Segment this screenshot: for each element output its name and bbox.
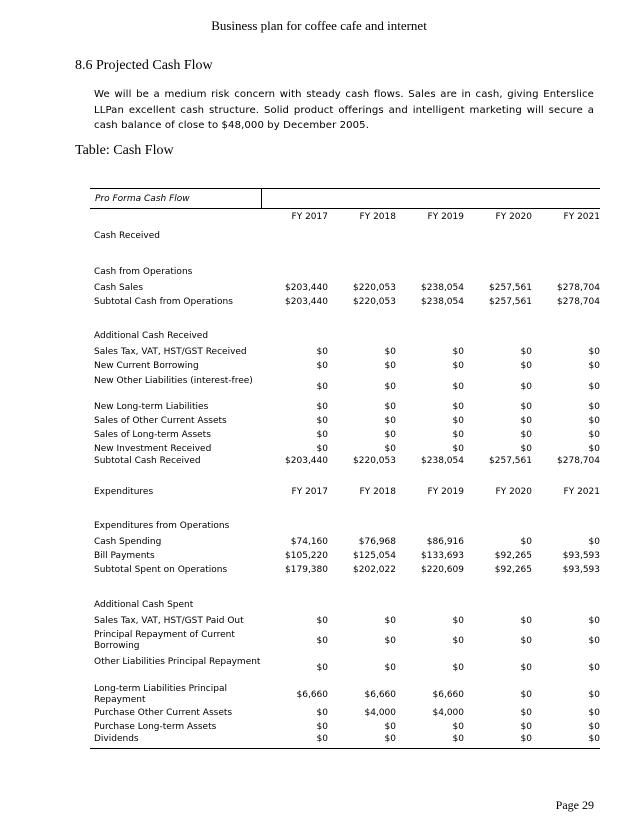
- row-value: $0: [316, 347, 328, 357]
- row-value: $0: [384, 347, 396, 357]
- table-header-separator: [261, 189, 262, 209]
- row-value: $220,053: [353, 456, 396, 466]
- row-value: $220,609: [421, 565, 464, 575]
- row-value: $0: [520, 663, 532, 673]
- row-label: Cash Sales: [94, 283, 144, 293]
- row-value: FY 2021: [563, 487, 600, 497]
- row-label: Sales Tax, VAT, HST/GST Received: [94, 347, 247, 357]
- row-value: $0: [588, 416, 600, 426]
- row-value: $0: [520, 444, 532, 454]
- row-value: $278,704: [557, 283, 600, 293]
- row-value: $238,054: [421, 283, 464, 293]
- row-value: $92,265: [494, 565, 532, 575]
- row-value: $0: [452, 430, 464, 440]
- row-value: $0: [316, 402, 328, 412]
- row-value: $0: [588, 382, 600, 392]
- row-value: $0: [384, 616, 396, 626]
- row-value: $0: [452, 663, 464, 673]
- row-value: $93,593: [562, 551, 600, 561]
- row-label: Sales of Long-term Assets: [94, 430, 211, 440]
- row-value: $6,660: [364, 690, 396, 700]
- row-label: Other Liabilities Principal Repayment: [94, 657, 261, 667]
- row-value: $0: [588, 361, 600, 371]
- page-header: Business plan for coffee cafe and internet: [211, 18, 427, 33]
- row-value: $0: [316, 663, 328, 673]
- row-value: $105,220: [285, 551, 328, 561]
- row-label: Expenditures: [94, 487, 154, 497]
- row-value: $4,000: [364, 708, 396, 718]
- row-value: $0: [316, 734, 328, 744]
- row-label: New Investment Received: [94, 444, 212, 454]
- table-bottom-rule: [90, 748, 600, 749]
- table-header-rule: [90, 208, 600, 209]
- row-value: $0: [452, 361, 464, 371]
- row-value: $0: [316, 444, 328, 454]
- row-value: FY 2020: [495, 487, 532, 497]
- row-value: $86,916: [426, 537, 464, 547]
- row-value: $179,380: [285, 565, 328, 575]
- row-value: $278,704: [557, 297, 600, 307]
- row-label: Cash from Operations: [94, 267, 193, 277]
- row-value: $0: [520, 722, 532, 732]
- row-value: $0: [316, 430, 328, 440]
- row-value: $0: [316, 616, 328, 626]
- row-value: $0: [452, 636, 464, 646]
- row-label: New Other Liabilities (interest-free): [94, 376, 253, 386]
- row-value: $0: [316, 708, 328, 718]
- row-label: Purchase Long-term Assets: [94, 722, 217, 732]
- row-value: $220,053: [353, 283, 396, 293]
- row-value: $0: [588, 616, 600, 626]
- row-value: $0: [452, 402, 464, 412]
- row-value: $0: [520, 361, 532, 371]
- row-value: $0: [452, 382, 464, 392]
- row-value: $202,022: [353, 565, 396, 575]
- row-value: $0: [316, 416, 328, 426]
- row-value: $0: [520, 382, 532, 392]
- row-value: $0: [384, 444, 396, 454]
- row-value: $0: [384, 734, 396, 744]
- row-label: Principal Repayment of Current Borrowing: [94, 630, 235, 651]
- row-label: Cash Received: [94, 231, 161, 241]
- table-top-rule: [90, 188, 600, 189]
- row-value: $0: [452, 347, 464, 357]
- row-value: $0: [384, 663, 396, 673]
- row-value: $0: [384, 636, 396, 646]
- row-value: $133,693: [421, 551, 464, 561]
- row-label: Dividends: [94, 734, 139, 744]
- row-value: $0: [588, 444, 600, 454]
- row-value: $4,000: [432, 708, 464, 718]
- row-value: $0: [384, 722, 396, 732]
- row-value: $0: [452, 722, 464, 732]
- row-value: $6,660: [432, 690, 464, 700]
- row-value: $0: [520, 734, 532, 744]
- row-label: Subtotal Spent on Operations: [94, 565, 228, 575]
- row-value: $0: [384, 361, 396, 371]
- row-value: $92,265: [494, 551, 532, 561]
- row-label: Subtotal Cash from Operations: [94, 297, 233, 307]
- row-value: $0: [452, 616, 464, 626]
- row-value: $0: [588, 722, 600, 732]
- row-label: Subtotal Cash Received: [94, 456, 201, 466]
- row-value: $0: [384, 430, 396, 440]
- intro-paragraph: We will be a medium risk concern with steady cash flows. Sales are in cash, giving Enterslice LLPan excellent cash structure. Solid product offerings and intelligent marketing will secure a cash balance of close to $48,000 by December 2005.: [94, 89, 594, 131]
- row-label: Sales of Other Current Assets: [94, 416, 227, 426]
- row-value: $0: [588, 430, 600, 440]
- row-value: $0: [588, 347, 600, 357]
- row-value: $0: [520, 537, 532, 547]
- row-value: $76,968: [358, 537, 396, 547]
- row-value: $0: [384, 416, 396, 426]
- row-value: $0: [452, 416, 464, 426]
- row-value: $0: [384, 402, 396, 412]
- row-value: $0: [520, 616, 532, 626]
- row-label: Cash Spending: [94, 537, 162, 547]
- row-value: $257,561: [489, 456, 532, 466]
- row-value: $0: [520, 430, 532, 440]
- row-value: FY 2019: [427, 487, 464, 497]
- row-label: Sales Tax, VAT, HST/GST Paid Out: [94, 616, 244, 626]
- table-caption: Table: Cash Flow: [75, 143, 174, 158]
- row-value: FY 2017: [291, 487, 328, 497]
- row-label: Bill Payments: [94, 551, 155, 561]
- row-value: $0: [588, 708, 600, 718]
- row-value: $0: [384, 382, 396, 392]
- row-value: $203,440: [285, 297, 328, 307]
- row-value: $0: [452, 444, 464, 454]
- row-value: $0: [588, 537, 600, 547]
- row-label: New Long-term Liabilities: [94, 402, 209, 412]
- row-value: $257,561: [489, 297, 532, 307]
- row-value: $0: [588, 402, 600, 412]
- row-label: Additional Cash Spent: [94, 600, 194, 610]
- row-value: $0: [316, 382, 328, 392]
- year-header: FY 2019: [427, 212, 464, 222]
- table-title: Pro Forma Cash Flow: [95, 194, 190, 204]
- row-value: $0: [588, 690, 600, 700]
- row-value: $203,440: [285, 283, 328, 293]
- row-value: $0: [520, 347, 532, 357]
- row-value: $0: [520, 690, 532, 700]
- page-number: Page 29: [555, 798, 594, 812]
- row-label: Additional Cash Received: [94, 331, 209, 341]
- row-value: $0: [520, 402, 532, 412]
- row-value: $278,704: [557, 456, 600, 466]
- row-value: $0: [316, 361, 328, 371]
- row-value: $0: [316, 636, 328, 646]
- row-value: $0: [588, 636, 600, 646]
- year-header: FY 2020: [495, 212, 532, 222]
- row-value: $238,054: [421, 297, 464, 307]
- row-value: $0: [520, 416, 532, 426]
- row-value: $220,053: [353, 297, 396, 307]
- row-label: Long-term Liabilities Principal Repayment: [94, 684, 227, 705]
- year-header: FY 2021: [563, 212, 600, 222]
- year-header: FY 2018: [359, 212, 396, 222]
- row-value: $74,160: [290, 537, 328, 547]
- row-value: $125,054: [353, 551, 396, 561]
- row-label: New Current Borrowing: [94, 361, 199, 371]
- row-value: $257,561: [489, 283, 532, 293]
- row-value: $0: [452, 734, 464, 744]
- row-value: $0: [520, 636, 532, 646]
- row-label: Purchase Other Current Assets: [94, 708, 233, 718]
- row-value: $0: [588, 734, 600, 744]
- row-value: $0: [316, 722, 328, 732]
- section-title: 8.6 Projected Cash Flow: [75, 58, 213, 73]
- row-value: $203,440: [285, 456, 328, 466]
- row-label: Expenditures from Operations: [94, 521, 230, 531]
- row-value: $0: [520, 708, 532, 718]
- row-value: $6,660: [296, 690, 328, 700]
- row-value: FY 2018: [359, 487, 396, 497]
- year-header: FY 2017: [291, 212, 328, 222]
- row-value: $0: [588, 663, 600, 673]
- row-value: $238,054: [421, 456, 464, 466]
- row-value: $93,593: [562, 565, 600, 575]
